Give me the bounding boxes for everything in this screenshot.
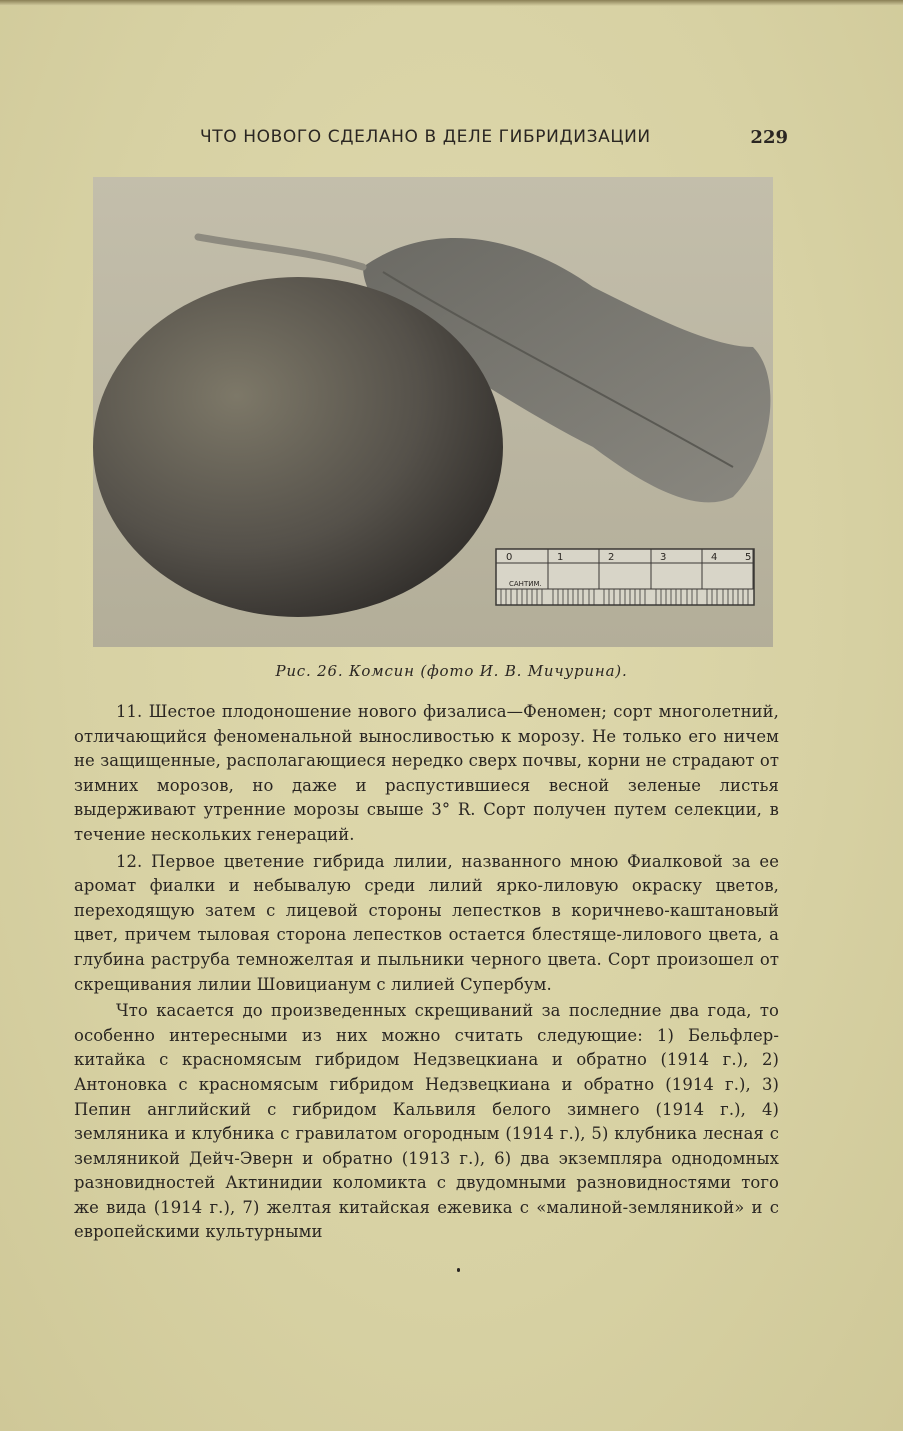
- paragraph-crosses: Что касается до произведенных скрещиваний за последние два года, то особенно интересными из них можно считать следующие: 1) Бельфлер-китайка с красномясым гибридом Недзвецкиана и обратно (1914 г.), 2) Антоновка с красномясым гибридом Недзвецкиана и обратно (1914 г.), 3) Пепин английский с гибридом Кальвиля белого зимнего (1914 г.), 4) земляника и клубника с гравилатом огородным (1914 г.), 5) клубника лесная с земляникой Дейч-Эверн и обратно (1913 г.), 6) два экземпляра однодомных разновидностей Актинидии коломикта с двудомными разновидностями того же вида (1914 г.), 7) желтая китайская ежевика с «малиной-земляникой» и с европейскими культурными: [74, 1001, 779, 1242]
- photo-figure: [93, 177, 773, 647]
- fruit-photo: [93, 177, 773, 647]
- scale-label: САНТИМ.: [509, 580, 542, 588]
- top-edge: [0, 0, 903, 6]
- paragraph-11: 11. Шестое плодоношение нового физалиса—Феномен; сорт многолетний, отличающийся феноменальной выносливостью к морозу. Не только его ничем не защищенные, располагающиеся нередко сверх почвы, корни не страдают от зимних морозов, но даже и распустившиеся весной зеленые листья выдерживают утренние морозы свыше 3° R. Сорт получен путем селекции, в течение нескольких генераций.: [74, 702, 779, 844]
- scale-tick-1: 1: [557, 552, 564, 563]
- scale-tick-3: 3: [660, 552, 667, 563]
- paragraph-12: 12. Первое цветение гибрида лилии, названного мною Фиалковой за ее аромат фиалки и небывалую среди лилий ярко-лиловую окраску цветов, переходящую затем с лицевой стороны лепестков в коричнево-каштановый цвет, причем тыловая сторона лепестков остается блестяще-лилового цвета, а глубина раструба темножелтая и пыльники черного цвета. Сорт произошел от скрещивания лилии Шовицианум с лилией Супербум.: [74, 851, 779, 994]
- scale-ruler: [496, 549, 754, 605]
- body-text: [74, 700, 779, 1247]
- scale-tick-0: 0: [506, 552, 513, 563]
- figure-caption: Рис. 26. Комсин (фото И. В. Мичурина).: [275, 662, 628, 680]
- scale-tick-4: 4: [711, 552, 718, 563]
- fruit: [93, 277, 503, 617]
- page-header: [60, 127, 788, 153]
- scale-tick-2: 2: [608, 552, 615, 563]
- running-title: ЧТО НОВОГО СДЕЛАНО В ДЕЛЕ ГИБРИДИЗАЦИИ: [200, 127, 651, 147]
- page-mark: [457, 1268, 460, 1272]
- scale-tick-5: 5: [745, 552, 752, 563]
- page-number: 229: [750, 127, 788, 148]
